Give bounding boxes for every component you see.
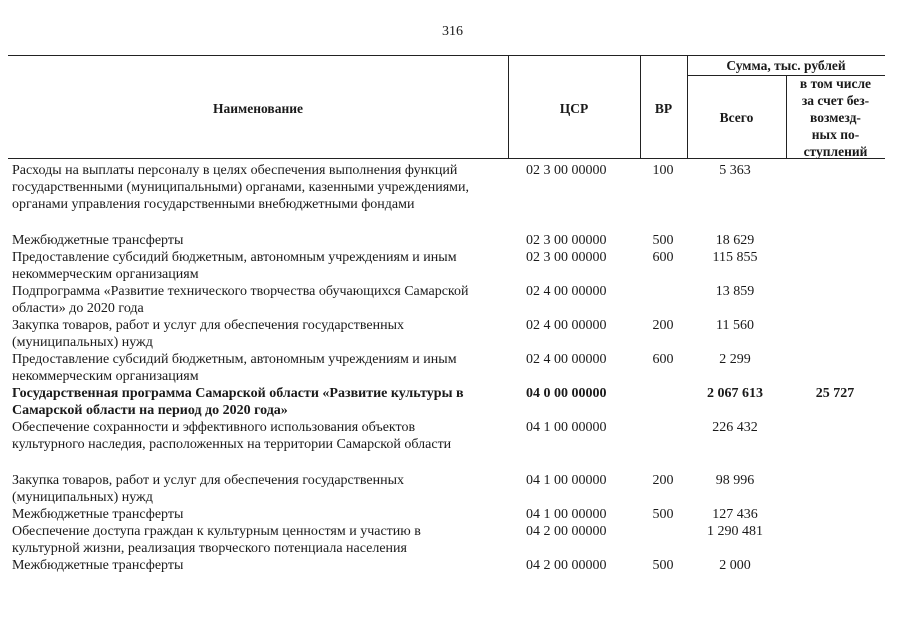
row-total: 1 290 481 (707, 524, 763, 539)
row-csr: 02 4 00 00000 (526, 352, 607, 367)
row-total: 11 560 (716, 318, 754, 333)
row-name: Межбюджетные трансферты (12, 507, 184, 522)
header-vr: ВР (654, 101, 673, 116)
row-csr: 02 3 00 00000 (526, 250, 607, 265)
row-total: 98 996 (715, 473, 755, 488)
row-vr: 600 (652, 352, 674, 367)
row-vr: 100 (652, 163, 674, 178)
row-free: 25 727 (815, 386, 855, 401)
row-total: 13 859 (715, 284, 755, 299)
row-csr: 04 0 00 00000 (526, 386, 607, 401)
row-csr: 02 3 00 00000 (526, 233, 607, 248)
row-vr: 200 (652, 318, 674, 333)
row-csr: 04 1 00 00000 (526, 507, 607, 522)
row-name: Межбюджетные трансферты (12, 558, 184, 573)
header-csr: ЦСР (559, 101, 589, 116)
row-vr: 600 (652, 250, 674, 265)
row-total: 2 000 (719, 558, 751, 573)
row-name: Закупка товаров, работ и услуг для обеспечения государственных (муниципальных) нужд (12, 318, 405, 350)
header-sum-group: Сумма, тыс. рублей (726, 58, 846, 73)
row-csr: 02 3 00 00000 (526, 163, 607, 178)
row-csr: 04 1 00 00000 (526, 473, 607, 488)
row-csr: 04 2 00 00000 (526, 558, 607, 573)
page-number: 316 (442, 24, 463, 39)
row-vr: 500 (652, 233, 674, 248)
row-total: 226 432 (712, 420, 758, 435)
row-vr: 200 (652, 473, 674, 488)
row-vr: 500 (652, 558, 674, 573)
table-header (8, 55, 885, 159)
row-name: Подпрограмма «Развитие технического творчества обучающихся Самарской области» до 2020 года (12, 284, 469, 316)
header-free: в том числе за счет без- возмезд- ных по- ступлений (799, 76, 872, 159)
row-total: 2 067 613 (707, 386, 763, 401)
row-csr: 04 1 00 00000 (526, 420, 607, 435)
row-csr: 02 4 00 00000 (526, 318, 607, 333)
row-name: Обеспечение сохранности и эффективного использования объектов культурного наследия, расположенных на территории Самарской области (12, 420, 452, 452)
row-csr: 04 2 00 00000 (526, 524, 607, 539)
row-name: Расходы на выплаты персоналу в целях обеспечения выполнения функций государственными (муниципальными) органами, казенными учреждениями, органами управления государственными внебюджетными фондами (12, 163, 469, 212)
row-name: Государственная программа Самарской области «Развитие культуры в Самарской области на период до 2020 года» (12, 386, 464, 418)
row-vr: 500 (652, 507, 674, 522)
row-total: 2 299 (719, 352, 751, 367)
row-total: 127 436 (712, 507, 758, 522)
row-csr: 02 4 00 00000 (526, 284, 607, 299)
row-name: Обеспечение доступа граждан к культурным ценностям и участию в культурной жизни, реализация творческого потенциала населения (12, 524, 421, 556)
header-total: Всего (719, 110, 754, 125)
row-name: Предоставление субсидий бюджетным, автономным учреждениям и иным некоммерческим организациям (12, 352, 457, 384)
row-total: 115 855 (712, 250, 758, 265)
row-total: 18 629 (715, 233, 755, 248)
row-name: Закупка товаров, работ и услуг для обеспечения государственных (муниципальных) нужд (12, 473, 405, 505)
row-name: Предоставление субсидий бюджетным, автономным учреждениям и иным некоммерческим организациям (12, 250, 457, 282)
header-name: Наименование (213, 101, 303, 116)
row-total: 5 363 (719, 163, 751, 178)
row-name: Межбюджетные трансферты (12, 233, 184, 248)
